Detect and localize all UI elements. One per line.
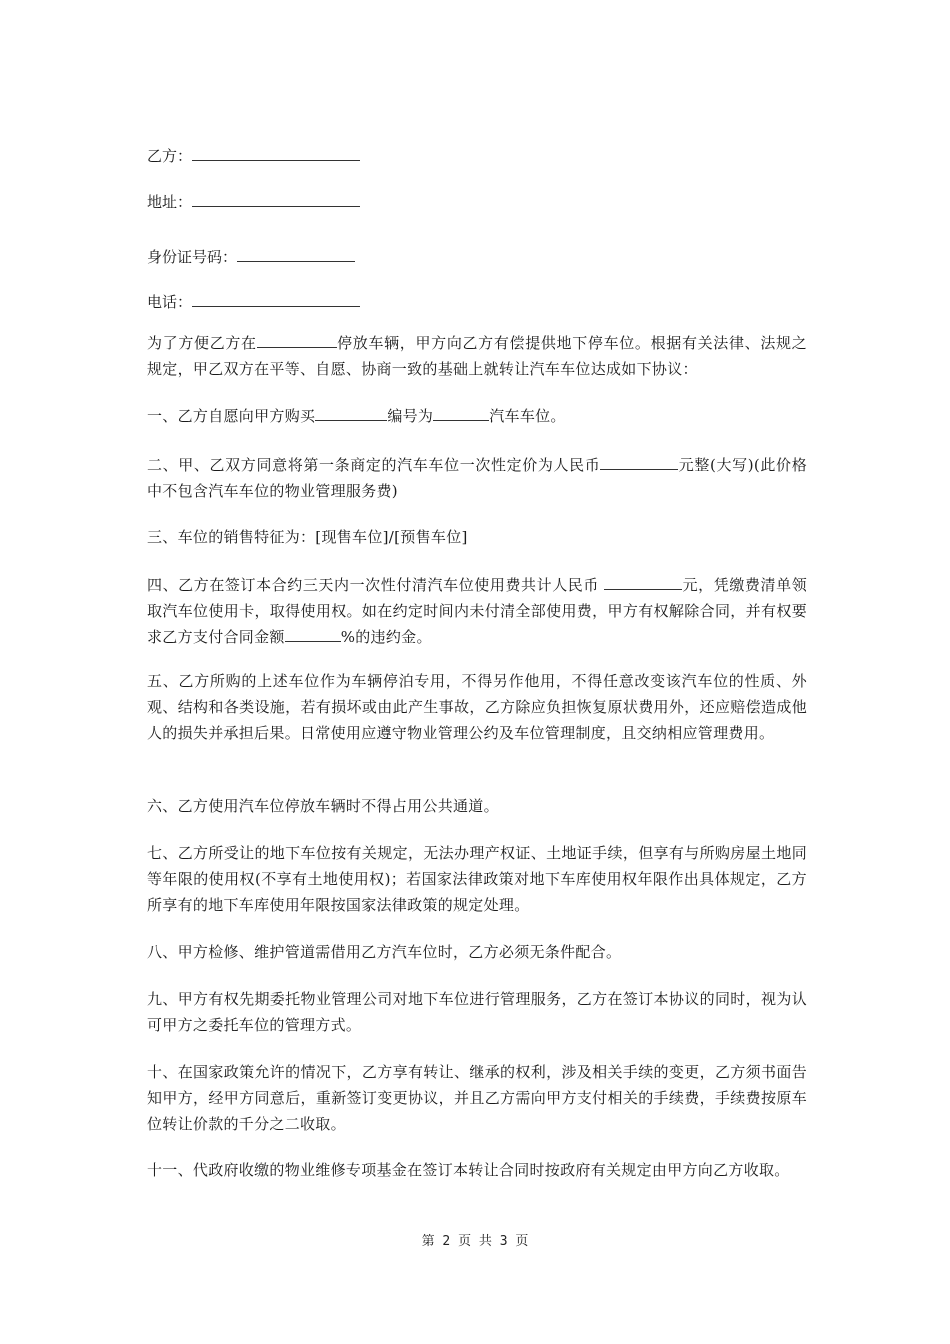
intro-text-1: 为了方便乙方在 bbox=[147, 334, 257, 352]
address-label: 地址： bbox=[147, 193, 193, 211]
clause-4-text-2: 元，凭缴费清单领取汽车位使用卡，取得使用权。如在约定时间内未付清全部使用费，甲方有权解除合同，并有权要求乙方支付合同金额 bbox=[147, 576, 807, 646]
usage-fee-blank[interactable] bbox=[604, 574, 682, 590]
clause-5: 五、乙方所购的上述车位作为车辆停泊专用，不得另作他用，不得任意改变该汽车位的性质、外观、结构和各类设施，若有损坏或由此产生事故，乙方除应负担恢复原状费用外，还应赔偿造成他人的损失并承担后果。日常使用应遵守物业管理公约及车位管理制度，且交纳相应管理费用。 bbox=[147, 672, 807, 742]
clause-3: 三、车位的销售特征为：[现售车位]/[预售车位] bbox=[147, 528, 468, 546]
clause-11: 十一、代政府收缴的物业维修专项基金在签订本转让合同时按政府有关规定由甲方向乙方收取。 bbox=[147, 1161, 790, 1179]
party-b-blank[interactable] bbox=[192, 144, 360, 161]
clause-6: 六、乙方使用汽车位停放车辆时不得占用公共通道。 bbox=[147, 797, 499, 815]
intro-paragraph bbox=[147, 330, 807, 382]
address-blank[interactable] bbox=[192, 190, 360, 207]
phone-label: 电话： bbox=[147, 293, 193, 311]
clause-1-text-3: 汽车车位。 bbox=[489, 407, 566, 425]
price-blank[interactable] bbox=[600, 454, 678, 470]
clause-1 bbox=[147, 403, 807, 429]
phone-field bbox=[147, 290, 360, 312]
clause-1-text-2: 编号为 bbox=[387, 407, 434, 425]
clause-2-text-1: 二、甲、乙双方同意将第一条商定的汽车车位一次性定价为人民币 bbox=[147, 456, 601, 474]
intro-text-2: 停放车辆，甲方向乙方有偿提供地下停车位。根据有关法律、法规之规定，甲乙双方在平等、自愿、协商一致的基础上就转让汽车车位达成如下协议： bbox=[147, 334, 807, 378]
purchase-location-blank[interactable] bbox=[315, 405, 387, 421]
id-number-field bbox=[147, 245, 355, 267]
party-b-label: 乙方： bbox=[147, 147, 193, 165]
clause-4 bbox=[147, 572, 807, 650]
clause-4-text-3: %的违约金。 bbox=[340, 628, 432, 646]
clause-1-text-1: 一、乙方自愿向甲方购买 bbox=[147, 407, 316, 425]
penalty-rate-blank[interactable] bbox=[285, 626, 341, 642]
clause-7: 七、乙方所受让的地下车位按有关规定，无法办理产权证、土地证手续，但享有与所购房屋土地同等年限的使用权(不享有土地使用权)；若国家法律政策对地下车库使用权年限作出具体规定，乙方所享有的地下车库使用年限按国家法律政策的规定处理。 bbox=[147, 844, 807, 914]
clause-4-text-1: 四、乙方在签订本合约三天内一次性付清汽车位使用费共计人民币 bbox=[147, 576, 605, 594]
id-number-blank[interactable] bbox=[237, 245, 355, 262]
id-number-label: 身份证号码： bbox=[147, 248, 238, 266]
clause-8: 八、甲方检修、维护管道需借用乙方汽车位时，乙方必须无条件配合。 bbox=[147, 943, 622, 961]
address-field bbox=[147, 190, 360, 212]
clause-10: 十、在国家政策允许的情况下，乙方享有转让、继承的权利，涉及相关手续的变更，乙方须书面告知甲方，经甲方同意后，重新签订变更协议，并且乙方需向甲方支付相关的手续费，手续费按原车位转让价款的千分之二收取。 bbox=[147, 1063, 807, 1133]
clause-9: 九、甲方有权先期委托物业管理公司对地下车位进行管理服务，乙方在签订本协议的同时，视为认可甲方之委托车位的管理方式。 bbox=[147, 990, 807, 1034]
page-footer: 第 2 页 共 3 页 bbox=[421, 1234, 529, 1249]
location-blank[interactable] bbox=[257, 332, 337, 348]
clause-2 bbox=[147, 452, 807, 504]
party-b-field bbox=[147, 144, 360, 166]
clause-2-text-2: 元整(大写)(此价格中不包含汽车车位的物业管理服务费) bbox=[147, 456, 807, 500]
phone-blank[interactable] bbox=[192, 290, 360, 307]
parking-number-blank[interactable] bbox=[433, 405, 489, 421]
